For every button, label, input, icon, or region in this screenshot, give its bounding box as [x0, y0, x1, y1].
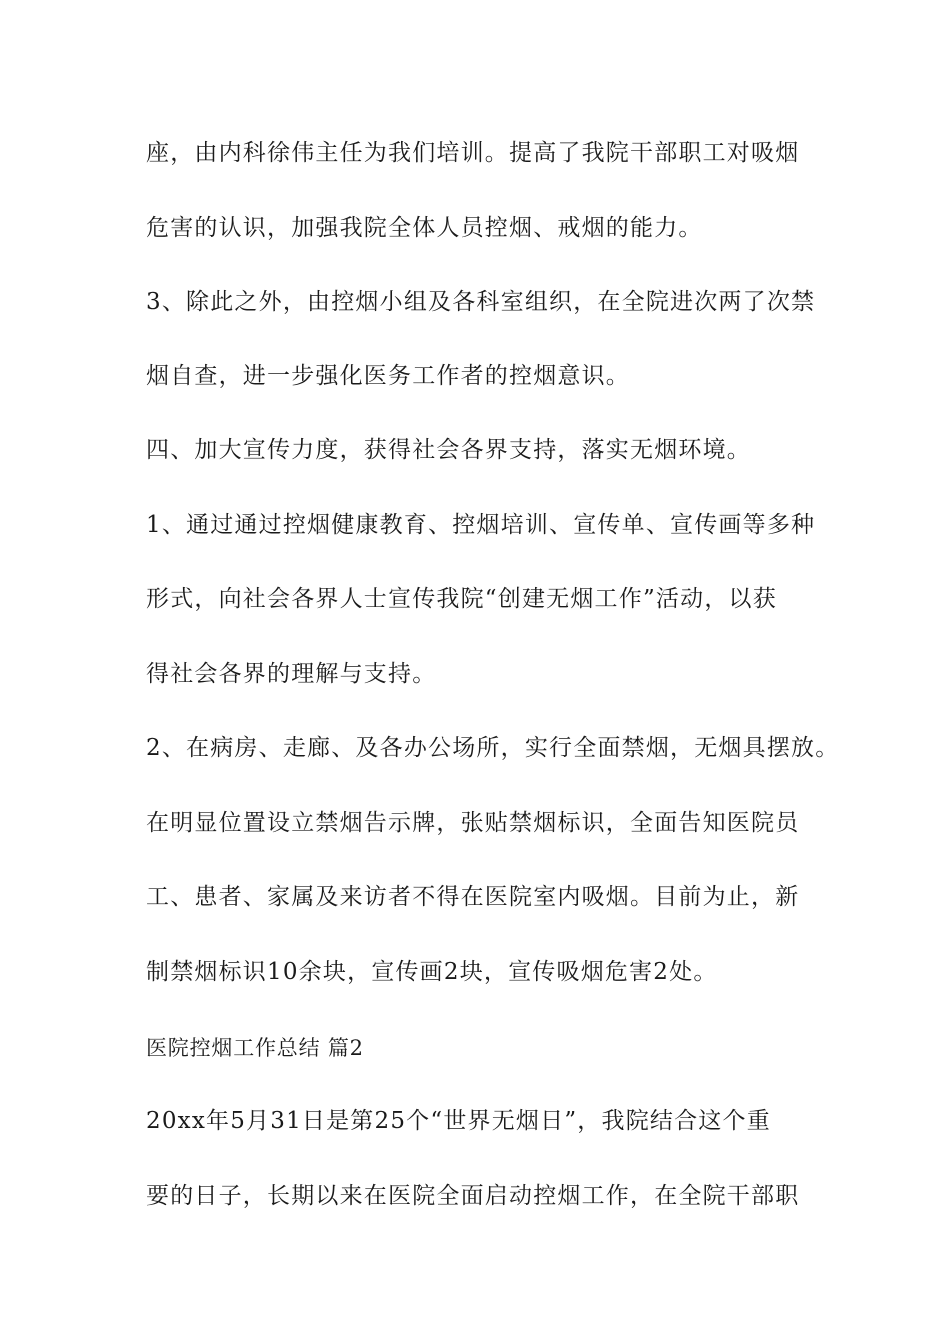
paragraph-line: 工、患者、家属及来访者不得在医院室内吸烟。目前为止，新	[146, 884, 800, 910]
paragraph-line: 座，由内科徐伟主任为我们培训。提高了我院干部职工对吸烟	[146, 140, 800, 166]
paragraph-line: 1、通过通过控烟健康教育、控烟培训、宣传单、宣传画等多种	[146, 512, 816, 538]
paragraph-line: 2、在病房、走廊、及各办公场所，实行全面禁烟，无烟具摆放。	[146, 735, 840, 761]
paragraph-line: 3、除此之外，由控烟小组及各科室组织，在全院进次两了次禁	[146, 289, 816, 315]
paragraph-line: 20xx年5月31日是第25个“世界无烟日”，我院结合这个重	[146, 1108, 771, 1134]
paragraph-line: 在明显位置设立禁烟告示牌，张贴禁烟标识，全面告知医院员	[146, 810, 800, 836]
paragraph-line: 危害的认识，加强我院全体人员控烟、戒烟的能力。	[146, 215, 703, 241]
section-heading: 四、加大宣传力度，获得社会各界支持，落实无烟环境。	[146, 437, 751, 463]
paragraph-line: 烟自查，进一步强化医务工作者的控烟意识。	[146, 363, 630, 389]
paragraph-line: 得社会各界的理解与支持。	[146, 661, 437, 687]
paragraph-line: 要的日子，长期以来在医院全面启动控烟工作，在全院干部职	[146, 1183, 800, 1209]
paragraph-line: 形式，向社会各界人士宣传我院“创建无烟工作”活动，以获	[146, 586, 777, 612]
article-title: 医院控烟工作总结 篇2	[146, 1036, 364, 1060]
paragraph-line: 制禁烟标识10余块，宣传画2块，宣传吸烟危害2处。	[146, 959, 718, 985]
